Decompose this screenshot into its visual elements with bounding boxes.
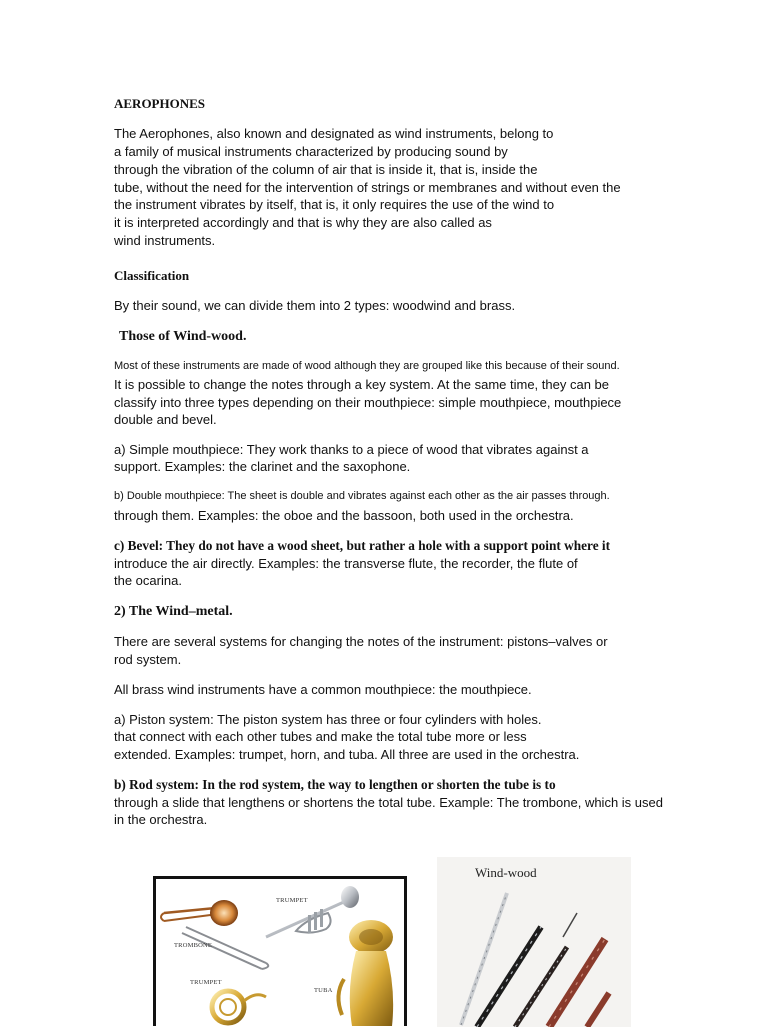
double-mouthpiece-line: through them. Examples: the oboe and the bassoon, both used in the orchestra. — [114, 508, 574, 523]
intro-line: wind instruments. — [114, 233, 216, 248]
bassoon-icon — [549, 939, 609, 1027]
trombone-icon — [161, 900, 268, 969]
clarinet-icon — [477, 927, 541, 1027]
simple-mouthpiece-line: a) Simple mouthpiece: They work thanks to a piece of wood that vibrates against a — [114, 442, 589, 457]
woodwind-instruments-figure — [437, 857, 631, 1027]
woodwind-figure-title: Wind-wood — [475, 865, 537, 880]
flute-icon — [461, 893, 507, 1025]
page-title: AEROPHONES — [114, 96, 206, 111]
simple-mouthpiece-line: support. Examples: the clarinet and the saxophone. — [114, 459, 411, 474]
woodwind-paragraph-line: It is possible to change the notes through a key system. At the same time, they can be — [114, 377, 609, 392]
classification-text: By their sound, we can divide them into 2 types: woodwind and brass. — [114, 298, 516, 313]
woodwind-paragraph-line: Most of these instruments are made of wood although they are grouped like this because of their sound. — [114, 360, 620, 372]
trumpet-icon — [266, 886, 359, 937]
intro-line: tube, without the need for the intervention of strings or membranes and without even the — [114, 180, 621, 195]
intro-line: a family of musical instruments characterized by producing sound by — [114, 144, 508, 159]
oboe-icon — [515, 913, 577, 1027]
brass-paragraph-line: There are several systems for changing the notes of the instrument: pistons–valves or — [114, 634, 608, 649]
double-mouthpiece-line: b) Double mouthpiece: The sheet is double and vibrates against each other as the air passes through. — [114, 490, 610, 502]
intro-line: the instrument vibrates by itself, that is, it only requires the use of the wind to — [114, 197, 555, 212]
french-horn-icon — [212, 991, 266, 1023]
intro-line: The Aerophones, also known and designated as wind instruments, belong to — [114, 126, 554, 141]
woodwind-paragraph-line: double and bevel. — [114, 412, 217, 427]
brass-paragraph-line: rod system. — [114, 652, 182, 667]
bevel-line: introduce the air directly. Examples: the transverse flute, the recorder, the flute of — [114, 556, 578, 571]
rod-system-line: through a slide that lengthens or shortens the total tube. Example: The trombone, which is used — [114, 795, 663, 810]
woodwind-instruments-illustration — [437, 857, 631, 1027]
woodwind-heading: Those of Wind-wood. — [119, 329, 247, 344]
brass-mouthpiece-text: All brass wind instruments have a common mouthpiece: the mouthpiece. — [114, 682, 532, 697]
woodwind-paragraph-line: classify into three types depending on their mouthpiece: simple mouthpiece, mouthpiece — [114, 395, 622, 410]
bevel-line: c) Bevel: They do not have a wood sheet, but rather a hole with a support point where it — [114, 538, 611, 553]
piston-system-line: a) Piston system: The piston system has three or four cylinders with holes. — [114, 712, 542, 727]
trombone-label: TROMBONE — [174, 942, 213, 949]
trumpet-label: TRUMPET — [190, 979, 222, 986]
trumpet-label: TRUMPET — [276, 897, 308, 904]
intro-line: through the vibration of the column of air that is inside it, that is, inside the — [114, 162, 538, 177]
piston-system-line: extended. Examples: trumpet, horn, and tuba. All three are used in the orchestra. — [114, 747, 580, 762]
bevel-line: the ocarina. — [114, 573, 182, 588]
tuba-label: TUBA — [314, 987, 333, 994]
rod-system-line: b) Rod system: In the rod system, the way to lengthen or shorten the tube is to — [114, 777, 556, 792]
rod-system-line: in the orchestra. — [114, 812, 208, 827]
brass-heading: 2) The Wind–metal. — [114, 604, 233, 619]
brass-instruments-figure — [153, 876, 407, 1026]
classification-heading: Classification — [114, 268, 190, 283]
piston-system-line: that connect with each other tubes and make the total tube more or less — [114, 729, 527, 744]
intro-line: it is interpreted accordingly and that is why they are also called as — [114, 215, 492, 230]
tuba-icon — [338, 920, 393, 1026]
